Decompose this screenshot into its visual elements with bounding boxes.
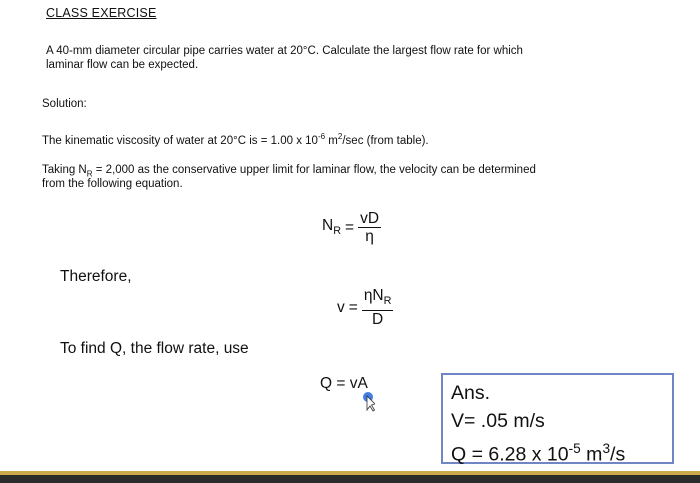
bottom-bar — [0, 471, 700, 483]
viscosity-unit-square: 2 — [337, 132, 343, 141]
flow-rate-equation: Q = vA — [320, 375, 368, 392]
equals-sign: = — [345, 218, 355, 236]
mouse-pointer-icon — [361, 390, 375, 412]
find-q-label: To find Q, the flow rate, use — [60, 340, 249, 357]
fraction-denominator: D — [372, 311, 384, 329]
equals-sign: = — [348, 298, 358, 316]
taking-text-pre: Taking N — [42, 164, 87, 176]
answer-velocity: V= .05 m/s — [451, 410, 545, 432]
answer-box — [441, 373, 674, 464]
exercise-title: CLASS EXERCISE — [46, 6, 157, 20]
velocity-lhs: v — [337, 298, 345, 316]
viscosity-statement — [42, 130, 429, 148]
fraction-denominator: η — [365, 228, 374, 245]
therefore-label: Therefore, — [60, 268, 132, 285]
reynolds-fraction — [358, 210, 381, 245]
viscosity-unit: m — [325, 134, 338, 147]
viscosity-text-pre: The kinematic viscosity of water at 20°C is = 1.00 x 10 — [42, 134, 318, 147]
taking-line-2: from the following equation. — [42, 178, 183, 190]
solution-label: Solution: — [42, 98, 87, 110]
bottom-strip — [0, 471, 700, 475]
answer-heading: Ans. — [451, 382, 491, 404]
viscosity-exponent: -6 — [317, 132, 326, 141]
problem-line-1: A 40-mm diameter circular pipe carries water at 20°C. Calculate the largest flow rate for which — [46, 45, 523, 57]
velocity-fraction — [362, 287, 394, 328]
answer-flow-rate: Q = 6.28 x $10^{-5}$ $m^3/s$ — [451, 441, 626, 466]
velocity-equation — [337, 287, 393, 328]
fraction-numerator: $\eta N_R$ — [362, 287, 394, 311]
taking-subscript: R — [86, 169, 93, 179]
taking-text-post: = 2,000 as the conservative upper limit for laminar flow, the velocity can be determined — [92, 164, 536, 176]
fraction-numerator: vD — [360, 210, 380, 227]
reynolds-lhs: $N_R$ — [322, 217, 342, 238]
reynolds-equation — [322, 210, 381, 245]
problem-line-2: laminar flow can be expected. — [46, 59, 199, 71]
viscosity-text-post: /sec (from table). — [342, 134, 429, 147]
